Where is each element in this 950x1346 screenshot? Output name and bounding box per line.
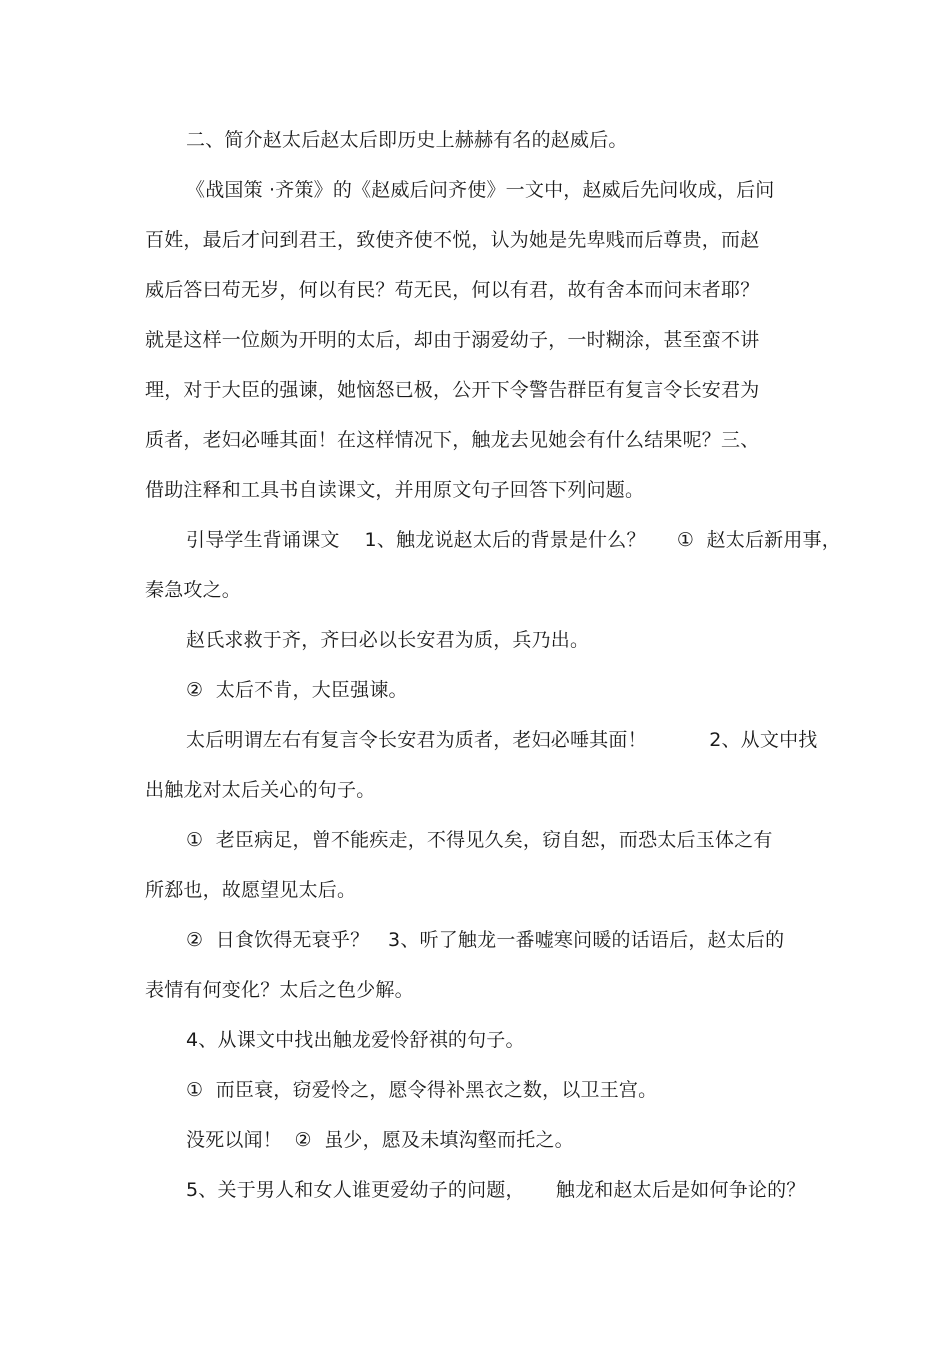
answer-line: 表情有何变化？太后之色少解。 xyxy=(145,979,414,1001)
question-line: 引导学生背诵课文 1、触龙说赵太后的背景是什么？ ① 赵太后新用事， xyxy=(186,529,841,551)
question-line: 4、从课文中找出触龙爱怜舒祺的句子。 xyxy=(186,1029,525,1051)
answer-line: ② 太后不肯，大臣强谏。 xyxy=(186,679,408,701)
paragraph-line: 质者，老妇必唾其面！在这样情况下，触龙去见她会有什么结果呢？三、 xyxy=(145,429,760,451)
answer-line: 太后明谓左右有复言令长安君为质者，老妇必唾其面！ 2、从文中找 xyxy=(186,729,818,751)
answer-line: ① 老臣病足，曾不能疾走，不得见久矣，窃自恕，而恐太后玉体之有 xyxy=(186,829,773,851)
answer-line: 所郄也，故愿望见太后。 xyxy=(145,879,357,901)
paragraph-line: 理，对于大臣的强谏，她恼怒已极，公开下令警告群臣有复言令长安君为 xyxy=(145,379,760,401)
answer-line: 没死以闻！ ② 虽少，愿及未填沟壑而托之。 xyxy=(186,1129,574,1151)
paragraph-line: 《战国策 ·齐策》的《赵威后问齐使》一文中，赵威后先问收成，后问 xyxy=(186,179,775,201)
question-line: 出触龙对太后关心的句子。 xyxy=(145,779,376,801)
answer-line: 赵氏求救于齐，齐曰必以长安君为质，兵乃出。 xyxy=(186,629,590,651)
answer-line: ① 而臣衰，窃爱怜之，愿令得补黑衣之数，以卫王宫。 xyxy=(186,1079,658,1101)
paragraph-line: 就是这样一位颇为开明的太后，却由于溺爱幼子，一时糊涂，甚至蛮不讲 xyxy=(145,329,760,351)
paragraph-line: 百姓，最后才问到君王，致使齐使不悦，认为她是先卑贱而后尊贵，而赵 xyxy=(145,229,760,251)
heading-line: 二、简介赵太后赵太后即历史上赫赫有名的赵威后。 xyxy=(186,129,628,151)
paragraph-line: 借助注释和工具书自读课文，并用原文句子回答下列问题。 xyxy=(145,479,645,501)
answer-line: ② 日食饮得无衰乎？ 3、听了触龙一番嘘寒问暖的话语后，赵太后的 xyxy=(186,929,785,951)
paragraph-line: 威后答曰苟无岁，何以有民？苟无民，何以有君，故有舍本而问末者耶？ xyxy=(145,279,760,301)
question-line: 5、关于男人和女人谁更爱幼子的问题， 触龙和赵太后是如何争论的？ xyxy=(186,1179,806,1201)
answer-line: 秦急攻之。 xyxy=(145,579,242,601)
